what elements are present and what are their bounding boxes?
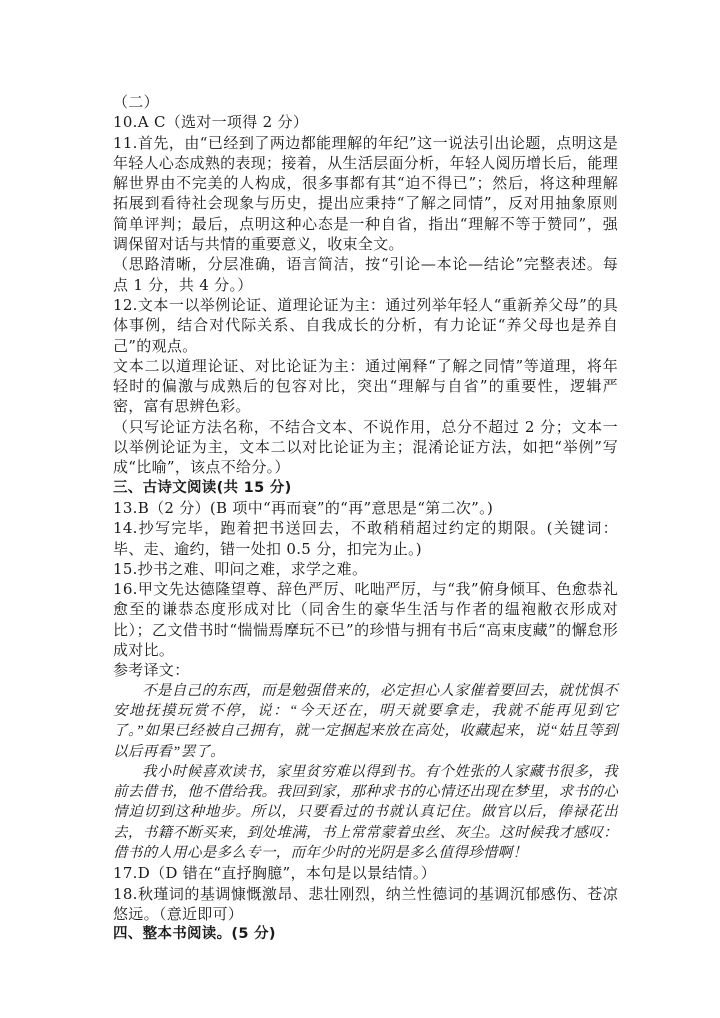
answer-13: 13.B（2 分）(B 项中“再而衰”的“再”意思是“第二次”。) — [113, 498, 494, 517]
answer-key-content — [113, 92, 618, 944]
answer-15: 15.抄书之难、叩问之难，求学之难。 — [113, 559, 368, 578]
section-3-heading: 三、古诗文阅读(共 15 分) — [113, 479, 292, 496]
answer-12-scoring: （只写论证方法名称，不结合文本、不说作用，总分不超过 2 分；文本一以举例论证为主，文本二以对比论证为主；混淆论证方法，如把“举例”写成“比喻”，该点不给分。） — [113, 417, 618, 477]
section-2-label: （二） — [113, 93, 159, 111]
answer-10: 10.A C（选对一项得 2 分） — [113, 113, 309, 132]
answer-17: 17.D（D 错在“直抒胸臆”，本句是以景结情。） — [113, 864, 437, 883]
answer-14: 14.抄写完毕，跑着把书送回去，不敢稍稍超过约定的期限。(关键词：毕、走、逾约，错一处扣 0.5 分，扣完为止。) — [113, 519, 618, 558]
answer-12-text2: 文本二以道理论证、对比论证为主：通过阐释“了解之同情”等道理，将年轻时的偏激与成熟后的包容对比，突出“理解与自省”的重要性，逻辑严密，富有思辨色彩。 — [113, 356, 618, 416]
answer-12-text1: 12.文本一以举例论证、道理论证为主：通过列举年轻人“重新养父母”的具体事例，结合对代际关系、自我成长的分析，有力论证“养父母也是养自己”的观点。 — [113, 295, 618, 355]
answer-11-scoring: （思路清晰，分层准确，语言简洁，按“引论—本论—结论”完整表述。每点 1 分，共 4 分。） — [113, 255, 618, 294]
translation-label: 参考译文： — [113, 661, 190, 680]
answer-16: 16.甲文先达德隆望尊、辞色严厉、叱咄严厉，与“我”俯身倾耳、色愈恭礼愈至的谦恭态度形成对比（同舍生的豪华生活与作者的缊袍敝衣形成对比）；乙文借书时“惴惴焉摩玩不已”的珍惜与拥有书后“高束庋藏”的懈怠形成对比。 — [113, 580, 618, 660]
answer-11: 11.首先，由“已经到了两边都能理解的年纪”这一说法引出论题，点明这是年轻人心态成熟的表现；接着，从生活层面分析，年轻人阅历增长后，能理解世界由不完美的人构成，很多事都有其“迫不得已”；然后，将这种理解拓展到看待社会现象与历史，提出应秉持“了解之同情”，反对用抽象原则简单评判；最后，点明这种心态是一种自省，指出“理解不等于赞同”，强调保留对话与共情的重要意义，收束全文。 — [113, 133, 618, 254]
translation-paragraph-2: 我小时候喜欢读书，家里贫穷难以得到书。有个姓张的人家藏书很多，我前去借书，他不借给我。我回到家，那种求书的心情还出现在梦里，求书的心情迫切到这种地步。所以，只要看过的书就认真记住。做官以后，俸禄花出去，书籍不断买来，到处堆满，书上常常蒙着虫丝、灰尘。这时候我才感叹：借书的人用心是多么专一，而年少时的光阴是多么值得珍惜啊！ — [113, 763, 618, 861]
answer-18: 18.秋瑾词的基调慷慨激昂、悲壮刚烈，纳兰性德词的基调沉郁感伤、苍凉悠远。（意近即可） — [113, 884, 618, 923]
section-4-heading: 四、整本书阅读。(5 分) — [113, 926, 276, 943]
translation-paragraph-1: 不是自己的东西，而是勉强借来的，必定担心人家催着要回去，就忧惧不安地抚摸玩赏不停，说：“今天还在，明天就要拿走，我就不能再见到它了。”如果已经被自己拥有，就一定捆起来放在高处，收藏起来，说“姑且等到以后再看”罢了。 — [113, 682, 618, 760]
